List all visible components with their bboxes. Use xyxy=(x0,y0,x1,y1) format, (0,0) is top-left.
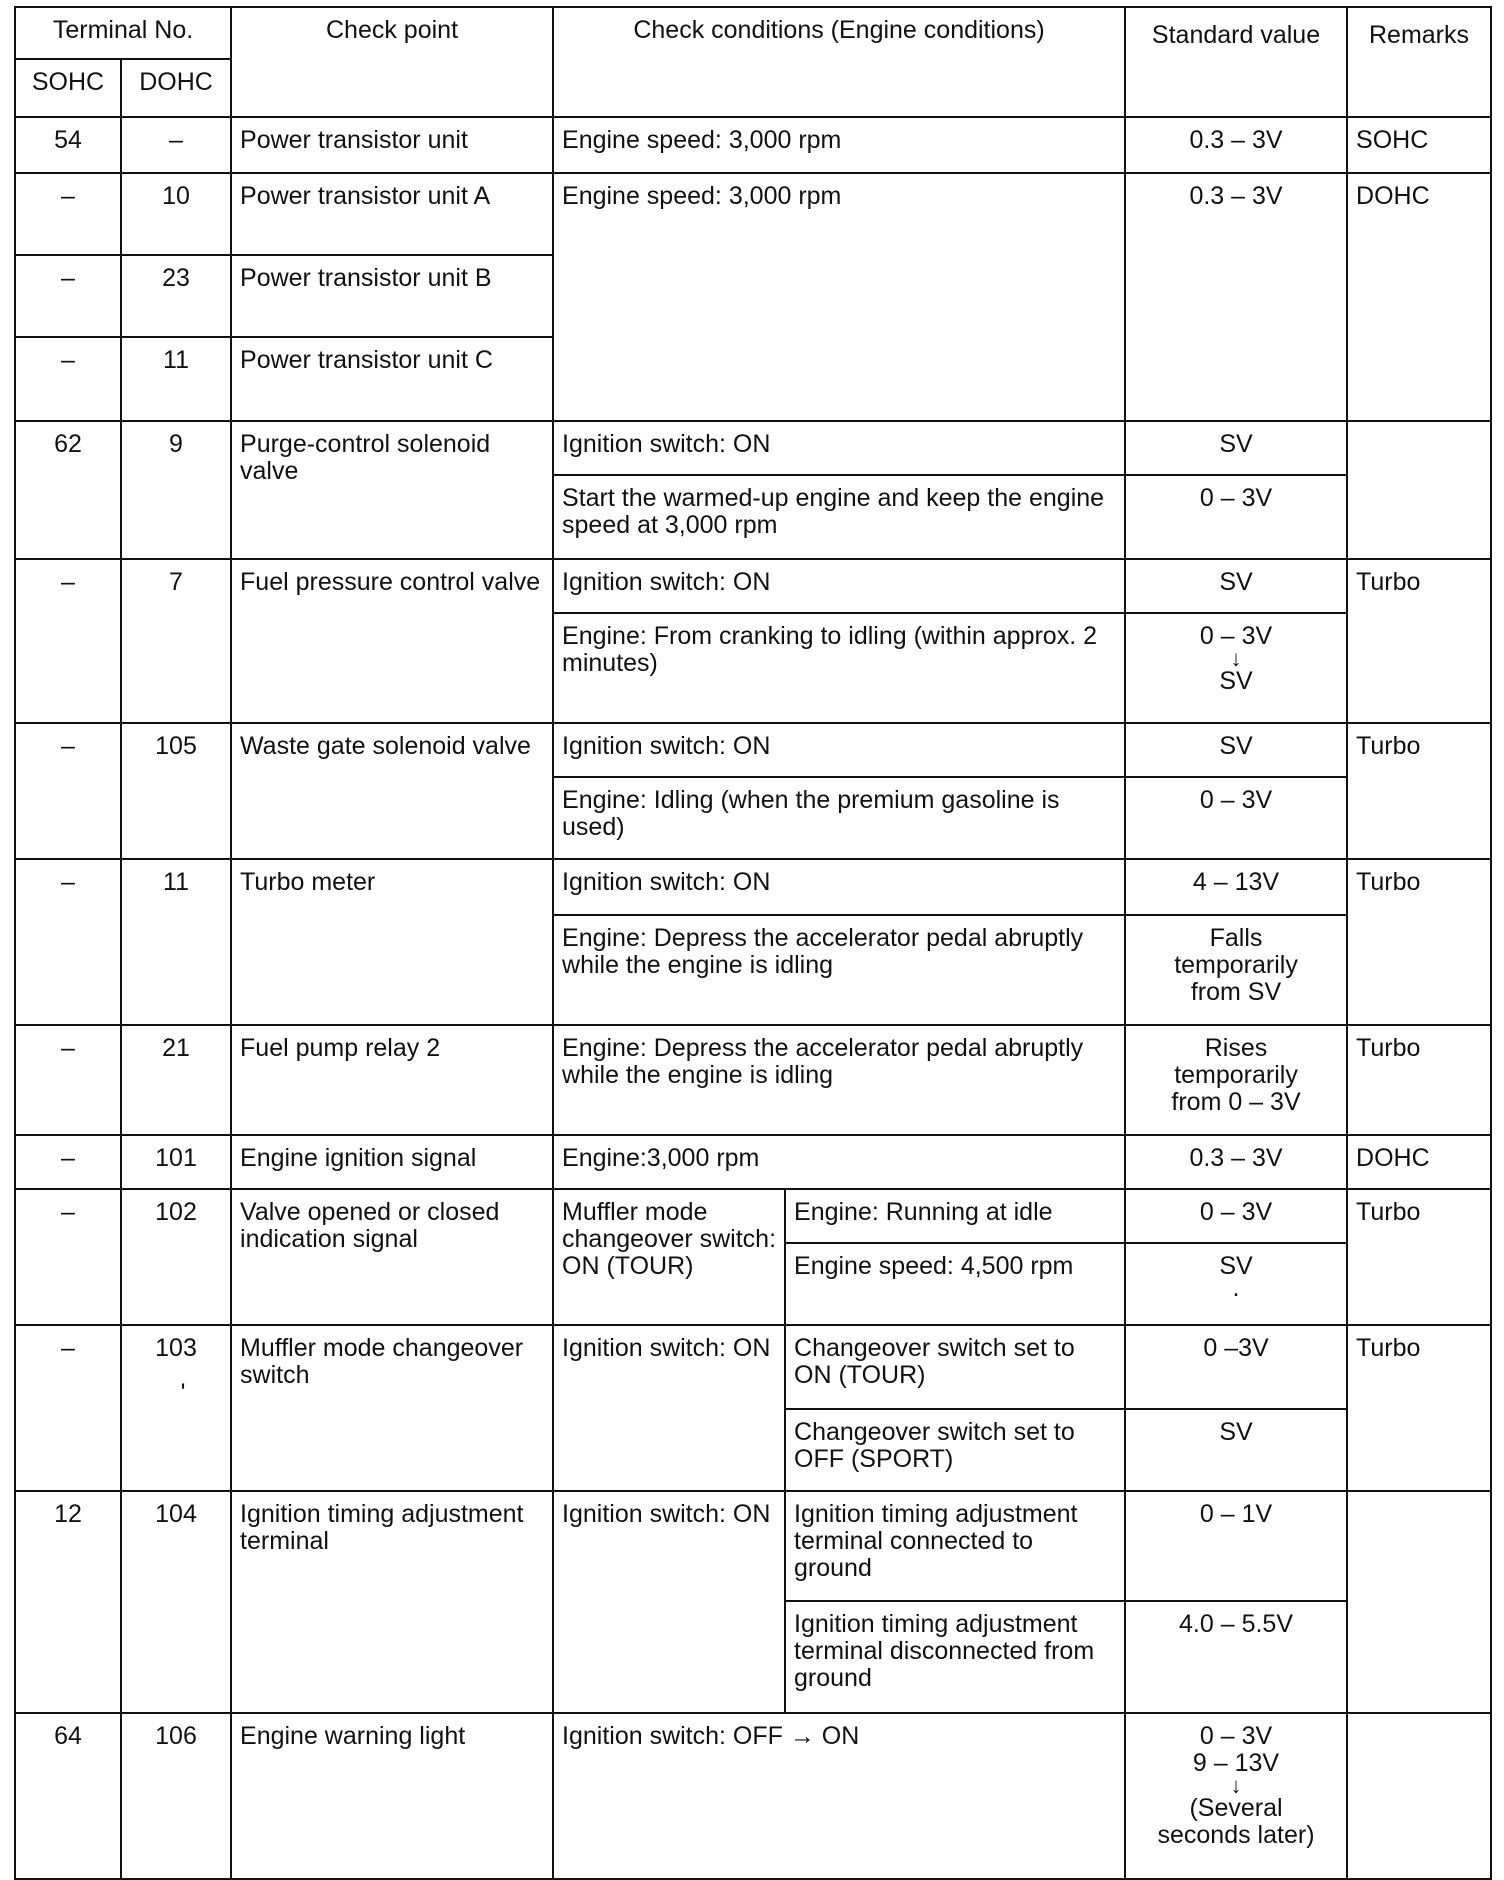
check-condition: Engine:3,000 rpm xyxy=(553,1135,1125,1189)
terminal-dohc: 11 xyxy=(121,859,231,1025)
check-point: Purge-control solenoid valve xyxy=(231,421,553,559)
standard-value: 4 – 13V xyxy=(1125,859,1347,915)
standard-value: 0 –3V xyxy=(1125,1325,1347,1409)
standard-value: Falls temporarily from SV xyxy=(1125,915,1347,1025)
terminal-check-table xyxy=(14,6,1492,1880)
check-point: Power transistor unit B xyxy=(231,255,553,337)
check-condition: Engine: Depress the accelerator pedal abruptly while the engine is idling xyxy=(553,1025,1125,1135)
check-condition: Engine speed: 3,000 rpm xyxy=(553,173,1125,421)
terminal-dohc: 106 xyxy=(121,1713,231,1879)
check-condition-main: Ignition switch: ON xyxy=(553,1325,785,1491)
remarks: DOHC xyxy=(1347,173,1491,421)
check-condition: Ignition switch: OFF → ON xyxy=(553,1713,1125,1879)
terminal-sohc: – xyxy=(15,859,121,1025)
value-note: (Several seconds later) xyxy=(1157,1794,1315,1849)
terminal-dohc: 21 xyxy=(121,1025,231,1135)
standard-value: SV xyxy=(1125,421,1347,475)
terminal-sohc: – xyxy=(15,559,121,723)
terminal-sohc: 54 xyxy=(15,117,121,173)
check-condition: Engine: Running at idle xyxy=(785,1189,1125,1243)
value-text: SV xyxy=(1219,1252,1253,1280)
table-row xyxy=(15,1325,1491,1409)
header-check-point: Check point xyxy=(231,7,553,117)
check-point: Engine warning light xyxy=(231,1713,553,1879)
check-condition-main: Ignition switch: ON xyxy=(553,1491,785,1713)
terminal-dohc: 101 xyxy=(121,1135,231,1189)
table-row xyxy=(15,1025,1491,1135)
check-condition: Engine speed: 4,500 rpm xyxy=(785,1243,1125,1325)
remarks xyxy=(1347,1713,1491,1879)
value-second: 9 – 13V xyxy=(1192,1749,1280,1777)
terminal-sohc: – xyxy=(15,723,121,859)
check-condition: Engine: From cranking to idling (within approx. 2 minutes) xyxy=(553,613,1125,723)
standard-value xyxy=(1125,1713,1347,1879)
value-start: 0 – 3V xyxy=(1199,622,1273,650)
terminal-dohc xyxy=(121,1325,231,1491)
standard-value: 0 – 3V xyxy=(1125,777,1347,859)
check-condition: Engine: Depress the accelerator pedal abruptly while the engine is idling xyxy=(553,915,1125,1025)
remarks: Turbo xyxy=(1347,1189,1491,1325)
remarks: Turbo xyxy=(1347,723,1491,859)
check-condition: Engine speed: 3,000 rpm xyxy=(553,117,1125,173)
standard-value: SV xyxy=(1125,559,1347,613)
check-condition: Start the warmed-up engine and keep the engine speed at 3,000 rpm xyxy=(553,475,1125,559)
standard-value: 0.3 – 3V xyxy=(1125,1135,1347,1189)
remarks: Turbo xyxy=(1347,1025,1491,1135)
check-point: Turbo meter xyxy=(231,859,553,1025)
table-row xyxy=(15,1491,1491,1601)
remarks: SOHC xyxy=(1347,117,1491,173)
terminal-sohc: 12 xyxy=(15,1491,121,1713)
check-point: Fuel pressure control valve xyxy=(231,559,553,723)
stray-mark: ' xyxy=(180,1379,186,1407)
table-row xyxy=(15,173,1491,255)
terminal-dohc: 102 xyxy=(121,1189,231,1325)
spec-sheet xyxy=(14,6,1490,1870)
check-point: Muffler mode changeover switch xyxy=(231,1325,553,1491)
check-point: Ignition timing adjustment terminal xyxy=(231,1491,553,1713)
terminal-sohc: – xyxy=(15,1135,121,1189)
terminal-sohc: – xyxy=(15,1189,121,1325)
terminal-dohc: 105 xyxy=(121,723,231,859)
check-point: Valve opened or closed indication signal xyxy=(231,1189,553,1325)
terminal-sohc: – xyxy=(15,173,121,255)
check-point: Power transistor unit C xyxy=(231,337,553,421)
header-sohc: SOHC xyxy=(15,59,121,117)
table-row xyxy=(15,723,1491,777)
check-condition: Ignition timing adjustment terminal connected to ground xyxy=(785,1491,1125,1601)
remarks: DOHC xyxy=(1347,1135,1491,1189)
check-condition: Ignition switch: ON xyxy=(553,559,1125,613)
terminal-dohc-value: 103 xyxy=(155,1334,197,1362)
table-row xyxy=(15,117,1491,173)
arrow-down-icon: ↓ xyxy=(1230,646,1242,671)
terminal-dohc: 7 xyxy=(121,559,231,723)
standard-value: 0.3 – 3V xyxy=(1125,173,1347,421)
remarks: Turbo xyxy=(1347,859,1491,1025)
standard-value: 4.0 – 5.5V xyxy=(1125,1601,1347,1713)
value-first: 0 – 3V xyxy=(1199,1722,1273,1750)
table-row xyxy=(15,1135,1491,1189)
terminal-dohc: 11 xyxy=(121,337,231,421)
header-check-conditions: Check conditions (Engine conditions) xyxy=(553,7,1125,117)
remarks: Turbo xyxy=(1347,559,1491,723)
check-point: Waste gate solenoid valve xyxy=(231,723,553,859)
terminal-dohc: 10 xyxy=(121,173,231,255)
check-point: Power transistor unit xyxy=(231,117,553,173)
stray-mark: . xyxy=(1232,1274,1240,1302)
header-terminal-no: Terminal No. xyxy=(15,7,231,59)
check-condition-main: Muffler mode changeover switch: ON (TOUR) xyxy=(553,1189,785,1325)
header-remarks: Remarks xyxy=(1347,7,1491,117)
standard-value xyxy=(1125,1243,1347,1325)
standard-value: 0.3 – 3V xyxy=(1125,117,1347,173)
header-dohc: DOHC xyxy=(121,59,231,117)
terminal-sohc: – xyxy=(15,255,121,337)
remarks: Turbo xyxy=(1347,1325,1491,1491)
standard-value: SV xyxy=(1125,1409,1347,1491)
table-row xyxy=(15,859,1491,915)
terminal-dohc: 9 xyxy=(121,421,231,559)
standard-value: SV xyxy=(1125,723,1347,777)
terminal-sohc: – xyxy=(15,1325,121,1491)
standard-value: 0 – 3V xyxy=(1125,475,1347,559)
check-point: Engine ignition signal xyxy=(231,1135,553,1189)
check-point: Fuel pump relay 2 xyxy=(231,1025,553,1135)
header-row xyxy=(15,7,1491,59)
value-end: SV xyxy=(1219,667,1253,695)
standard-value: 0 – 1V xyxy=(1125,1491,1347,1601)
terminal-sohc: 62 xyxy=(15,421,121,559)
standard-value xyxy=(1125,613,1347,723)
header-standard-value: Standard value xyxy=(1125,7,1347,117)
table-row xyxy=(15,421,1491,475)
table-row xyxy=(15,559,1491,613)
check-condition: Ignition timing adjustment terminal disconnected from ground xyxy=(785,1601,1125,1713)
check-condition: Changeover switch set to ON (TOUR) xyxy=(785,1325,1125,1409)
check-condition: Ignition switch: ON xyxy=(553,723,1125,777)
check-condition: Engine: Idling (when the premium gasoline is used) xyxy=(553,777,1125,859)
remarks xyxy=(1347,421,1491,559)
table-row xyxy=(15,1713,1491,1879)
terminal-dohc: 104 xyxy=(121,1491,231,1713)
remarks xyxy=(1347,1491,1491,1713)
standard-value: Rises temporarily from 0 – 3V xyxy=(1125,1025,1347,1135)
standard-value: 0 – 3V xyxy=(1125,1189,1347,1243)
terminal-dohc: – xyxy=(121,117,231,173)
check-condition: Ignition switch: ON xyxy=(553,421,1125,475)
terminal-sohc: – xyxy=(15,1025,121,1135)
check-condition: Ignition switch: ON xyxy=(553,859,1125,915)
table-row xyxy=(15,1189,1491,1243)
terminal-sohc: 64 xyxy=(15,1713,121,1879)
arrow-down-icon: ↓ xyxy=(1230,1773,1242,1798)
check-point: Power transistor unit A xyxy=(231,173,553,255)
terminal-dohc: 23 xyxy=(121,255,231,337)
terminal-sohc: – xyxy=(15,337,121,421)
check-condition: Changeover switch set to OFF (SPORT) xyxy=(785,1409,1125,1491)
